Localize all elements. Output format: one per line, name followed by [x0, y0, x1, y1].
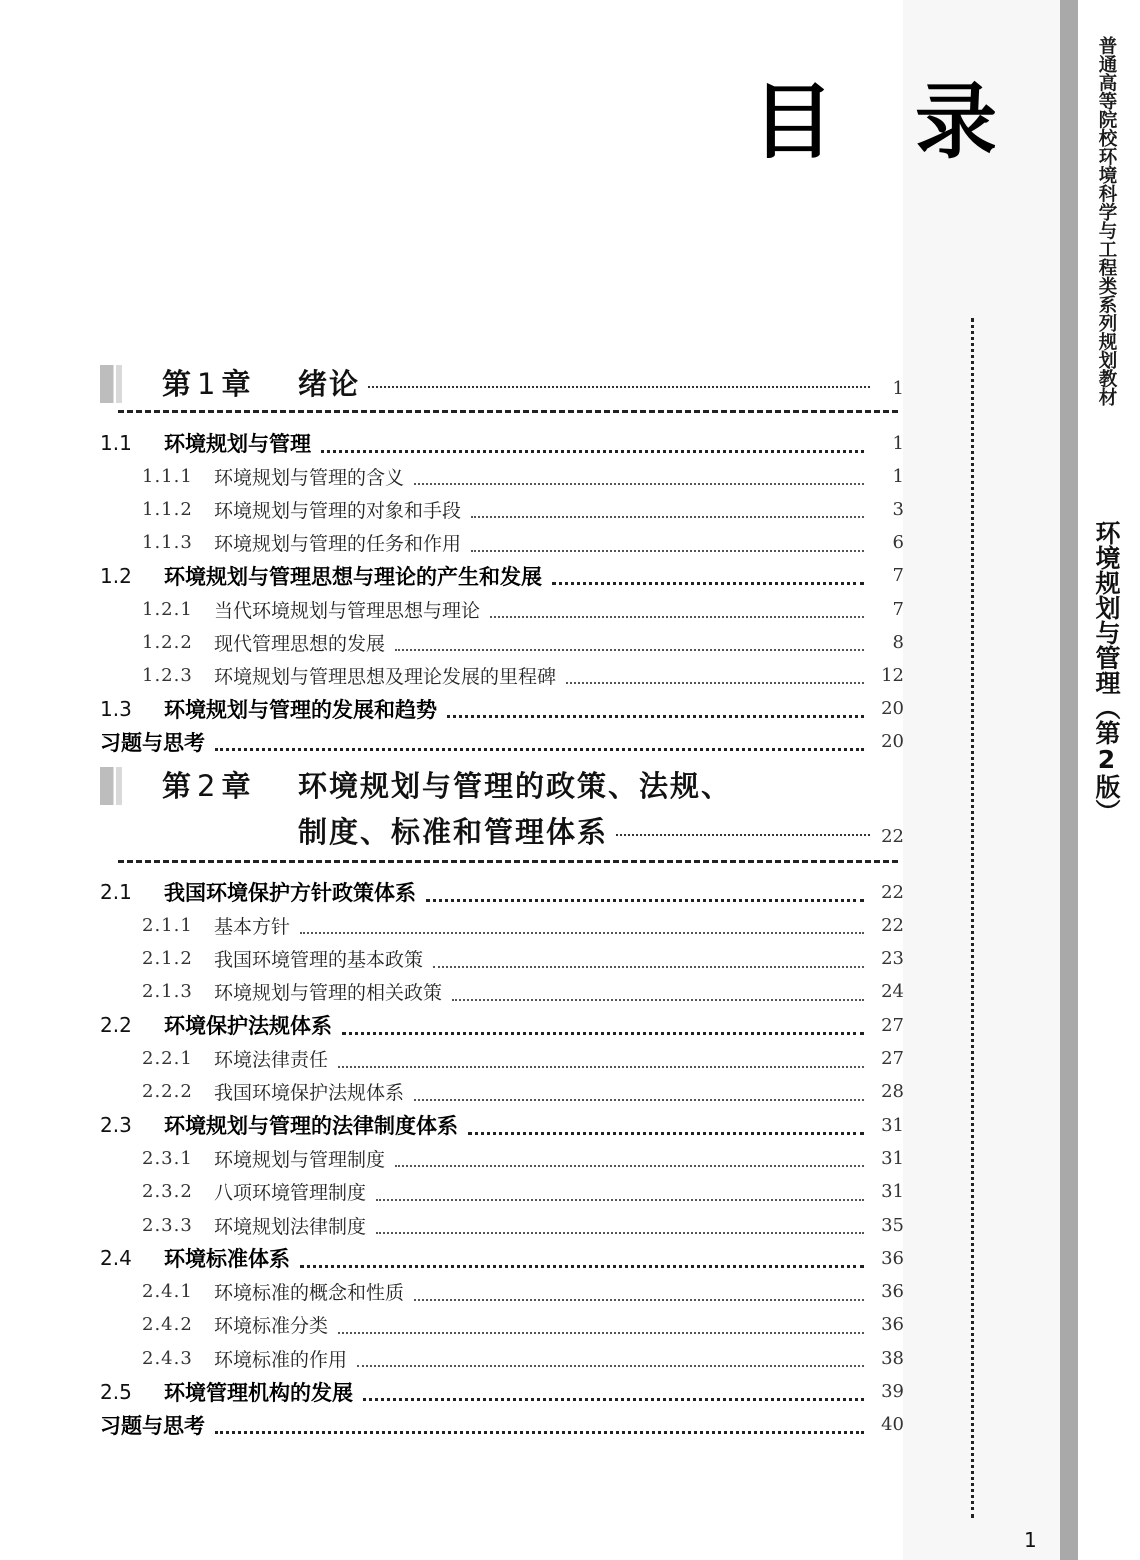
chapter-1-line — [100, 362, 904, 406]
vertical-dotted-rule — [971, 318, 974, 1518]
toc-heading-char-2: 录 — [914, 75, 997, 170]
entry-number: 1.2.3 — [142, 664, 193, 686]
leader-dots — [490, 616, 864, 618]
entry-title: 环境规划与管理的发展和趋势 — [164, 697, 437, 722]
edge-gray-bar — [1060, 0, 1078, 1560]
entry-title: 环境规划法律制度 — [214, 1215, 367, 1238]
leader-dots — [338, 1332, 864, 1334]
toc-subsection-entry[interactable] — [100, 976, 904, 1008]
leader-dots — [376, 1232, 864, 1234]
chapter-2-line-2 — [100, 810, 904, 854]
entry-page: 7 — [892, 565, 904, 587]
leader-dots — [395, 1165, 864, 1167]
chapter-divider — [118, 410, 898, 413]
entry-page: 36 — [881, 1247, 904, 1269]
entry-number: 2.3.1 — [142, 1147, 193, 1169]
entry-number: 2.1.2 — [142, 948, 193, 970]
entry-title: 环境标准的概念和性质 — [214, 1282, 405, 1305]
entry-title: 环境规划与管理制度 — [214, 1148, 386, 1171]
entry-title: 环境管理机构的发展 — [164, 1380, 353, 1405]
leader-dots — [300, 932, 864, 934]
entry-number: 1.1.2 — [142, 498, 193, 520]
chapter-title-cont: 制度、标准和管理体系 — [298, 815, 609, 849]
entry-page: 27 — [881, 1014, 904, 1036]
entry-number: 2.5 — [100, 1379, 132, 1404]
chapter-2-heading[interactable] — [100, 764, 904, 854]
entry-number: 1.2.2 — [142, 631, 193, 653]
chapter-marker — [100, 365, 122, 403]
entry-title: 我国环境保护法规体系 — [214, 1082, 405, 1105]
entry-page: 31 — [881, 1147, 904, 1169]
chapter-2-line-1 — [100, 764, 904, 808]
leader-dots — [552, 582, 864, 585]
entry-number: 2.4 — [100, 1246, 132, 1271]
entry-page: 31 — [881, 1114, 904, 1136]
leader-dots — [452, 999, 864, 1001]
entry-page: 20 — [881, 731, 904, 753]
toc-section-entry[interactable] — [100, 1376, 904, 1408]
entry-title: 环境规划与管理的含义 — [214, 466, 405, 489]
entry-page: 7 — [892, 598, 904, 620]
entry-title: 环境标准体系 — [164, 1247, 290, 1272]
entry-number: 1.1 — [100, 431, 132, 455]
chapter-page: 1 — [892, 378, 904, 399]
leader-dots — [414, 483, 864, 485]
entry-page: 1 — [892, 432, 904, 454]
toc-section-entry[interactable] — [100, 1109, 904, 1141]
entry-title: 环境标准的作用 — [214, 1348, 348, 1371]
leader-dots — [376, 1199, 864, 1201]
entry-page: 24 — [881, 981, 904, 1003]
entry-page: 38 — [881, 1347, 904, 1369]
leader-dots — [215, 748, 864, 751]
entry-number: 2.4.2 — [142, 1314, 193, 1336]
chapter-title: 绪论 — [298, 367, 361, 401]
toc-subsection-entry[interactable] — [100, 460, 904, 492]
chapter-1-heading[interactable] — [100, 362, 904, 406]
book-title: 环境规划与管理（第2版） — [1092, 520, 1121, 824]
leader-dots — [321, 450, 864, 453]
entry-title: 环境规划与管理 — [164, 432, 311, 456]
entry-page: 22 — [881, 881, 904, 903]
entry-page: 36 — [881, 1314, 904, 1336]
entry-page: 40 — [881, 1414, 904, 1436]
leader-dots — [300, 1265, 864, 1268]
toc-subsection-entry[interactable] — [100, 1309, 904, 1341]
entry-page: 36 — [881, 1281, 904, 1303]
toc-subsection-entry[interactable] — [100, 1276, 904, 1308]
toc-subsection-entry[interactable] — [100, 1043, 904, 1075]
leader-dots — [368, 386, 870, 388]
entry-number: 2.1.3 — [142, 981, 193, 1003]
entry-page: 20 — [881, 698, 904, 720]
entry-page: 6 — [892, 532, 904, 554]
chapter-page: 22 — [881, 826, 904, 847]
entry-page: 28 — [881, 1081, 904, 1103]
chapter-title: 环境规划与管理的政策、法规、 — [298, 769, 733, 803]
entry-number: 1.2.1 — [142, 598, 193, 620]
entry-number: 2.2.2 — [142, 1081, 193, 1103]
entry-title: 基本方针 — [214, 915, 291, 938]
entry-title: 习题与思考 — [100, 730, 205, 755]
entry-page: 23 — [881, 948, 904, 970]
toc-section-entry[interactable] — [100, 1009, 904, 1041]
leader-dots — [616, 834, 870, 836]
entry-number: 1.3 — [100, 696, 132, 721]
entry-title: 我国环境管理的基本政策 — [214, 949, 424, 972]
entry-title: 习题与思考 — [100, 1413, 205, 1438]
leader-dots — [414, 1099, 864, 1101]
leader-dots — [471, 550, 864, 552]
entry-page: 39 — [881, 1381, 904, 1402]
toc-subsection-entry[interactable] — [100, 659, 904, 691]
entry-title: 环境规划与管理的任务和作用 — [214, 533, 462, 556]
chapter-divider — [118, 860, 898, 863]
entry-title: 环境规划与管理思想及理论发展的里程碑 — [214, 665, 557, 688]
entry-number: 2.1 — [100, 880, 132, 904]
entry-number: 1.1.3 — [142, 532, 193, 554]
entry-title: 当代环境规划与管理思想与理论 — [214, 599, 481, 622]
toc-subsection-entry[interactable] — [100, 626, 904, 658]
toc-section-entry[interactable] — [100, 693, 904, 725]
entry-title: 环境规划与管理的相关政策 — [214, 982, 443, 1005]
entry-title: 环境保护法规体系 — [164, 1014, 332, 1039]
toc-section-entry[interactable] — [100, 427, 904, 459]
toc-subsection-entry[interactable] — [100, 493, 904, 525]
entry-number: 2.4.1 — [142, 1281, 193, 1303]
entry-page: 27 — [881, 1048, 904, 1069]
entry-title: 八项环境管理制度 — [214, 1182, 367, 1205]
chapter-marker — [100, 767, 122, 805]
entry-title: 环境规划与管理思想与理论的产生和发展 — [164, 564, 542, 589]
chapter-label: 第 1 章 — [162, 367, 251, 401]
entry-page: 12 — [881, 664, 904, 686]
series-title: 普通高等院校环境科学与工程类系列规划教材 — [1096, 36, 1117, 406]
toc-section-entry[interactable] — [100, 1409, 904, 1441]
entry-number: 1.1.1 — [142, 465, 193, 487]
entry-number: 2.4.3 — [142, 1347, 193, 1369]
entry-page: 22 — [881, 914, 904, 936]
entry-title: 环境法律责任 — [214, 1049, 329, 1071]
entry-title: 环境规划与管理的法律制度体系 — [164, 1114, 458, 1139]
entry-number: 2.3 — [100, 1113, 132, 1138]
entry-number: 1.2 — [100, 563, 132, 588]
entry-title: 现代管理思想的发展 — [214, 632, 386, 655]
toc-section-entry[interactable] — [100, 726, 904, 758]
leader-dots — [338, 1066, 864, 1068]
toc-subsection-entry[interactable] — [100, 1176, 904, 1208]
toc-subsection-entry[interactable] — [100, 909, 904, 941]
toc-heading — [752, 75, 997, 170]
entry-number: 2.3.3 — [142, 1214, 193, 1236]
toc-section-entry[interactable] — [100, 560, 904, 592]
toc-subsection-entry[interactable] — [100, 943, 904, 975]
leader-dots — [395, 649, 864, 651]
leader-dots — [215, 1431, 864, 1434]
toc-heading-char-1: 目 — [752, 75, 835, 170]
leader-dots — [426, 899, 864, 902]
entry-title: 环境规划与管理的对象和手段 — [214, 499, 462, 522]
entry-page: 1 — [892, 465, 904, 487]
chapter-label: 第 2 章 — [162, 769, 251, 803]
entry-page: 35 — [881, 1214, 904, 1236]
toc-section-entry[interactable] — [100, 1242, 904, 1274]
page-number: 1 — [1024, 1528, 1037, 1552]
entry-number: 2.2 — [100, 1013, 132, 1038]
toc-subsection-entry[interactable] — [100, 1142, 904, 1174]
entry-page: 3 — [892, 498, 904, 520]
leader-dots — [357, 1365, 864, 1367]
entry-page: 31 — [881, 1181, 904, 1203]
entry-page: 8 — [892, 631, 904, 653]
leader-dots — [363, 1398, 864, 1401]
right-margin-panel — [903, 0, 1060, 1560]
entry-number: 2.1.1 — [142, 914, 193, 936]
entry-number: 2.2.1 — [142, 1048, 193, 1069]
toc-subsection-entry[interactable] — [100, 527, 904, 559]
leader-dots — [566, 682, 864, 684]
entry-title: 环境标准分类 — [214, 1315, 329, 1338]
leader-dots — [342, 1032, 864, 1035]
leader-dots — [447, 715, 864, 718]
leader-dots — [414, 1299, 864, 1301]
entry-title: 我国环境保护方针政策体系 — [164, 881, 416, 905]
toc-subsection-entry[interactable] — [100, 1076, 904, 1108]
toc-subsection-entry[interactable] — [100, 1342, 904, 1374]
toc-subsection-entry[interactable] — [100, 1209, 904, 1241]
leader-dots — [468, 1132, 864, 1135]
leader-dots — [433, 966, 864, 968]
toc-subsection-entry[interactable] — [100, 593, 904, 625]
entry-number: 2.3.2 — [142, 1181, 193, 1203]
toc-section-entry[interactable] — [100, 876, 904, 908]
leader-dots — [471, 516, 864, 518]
